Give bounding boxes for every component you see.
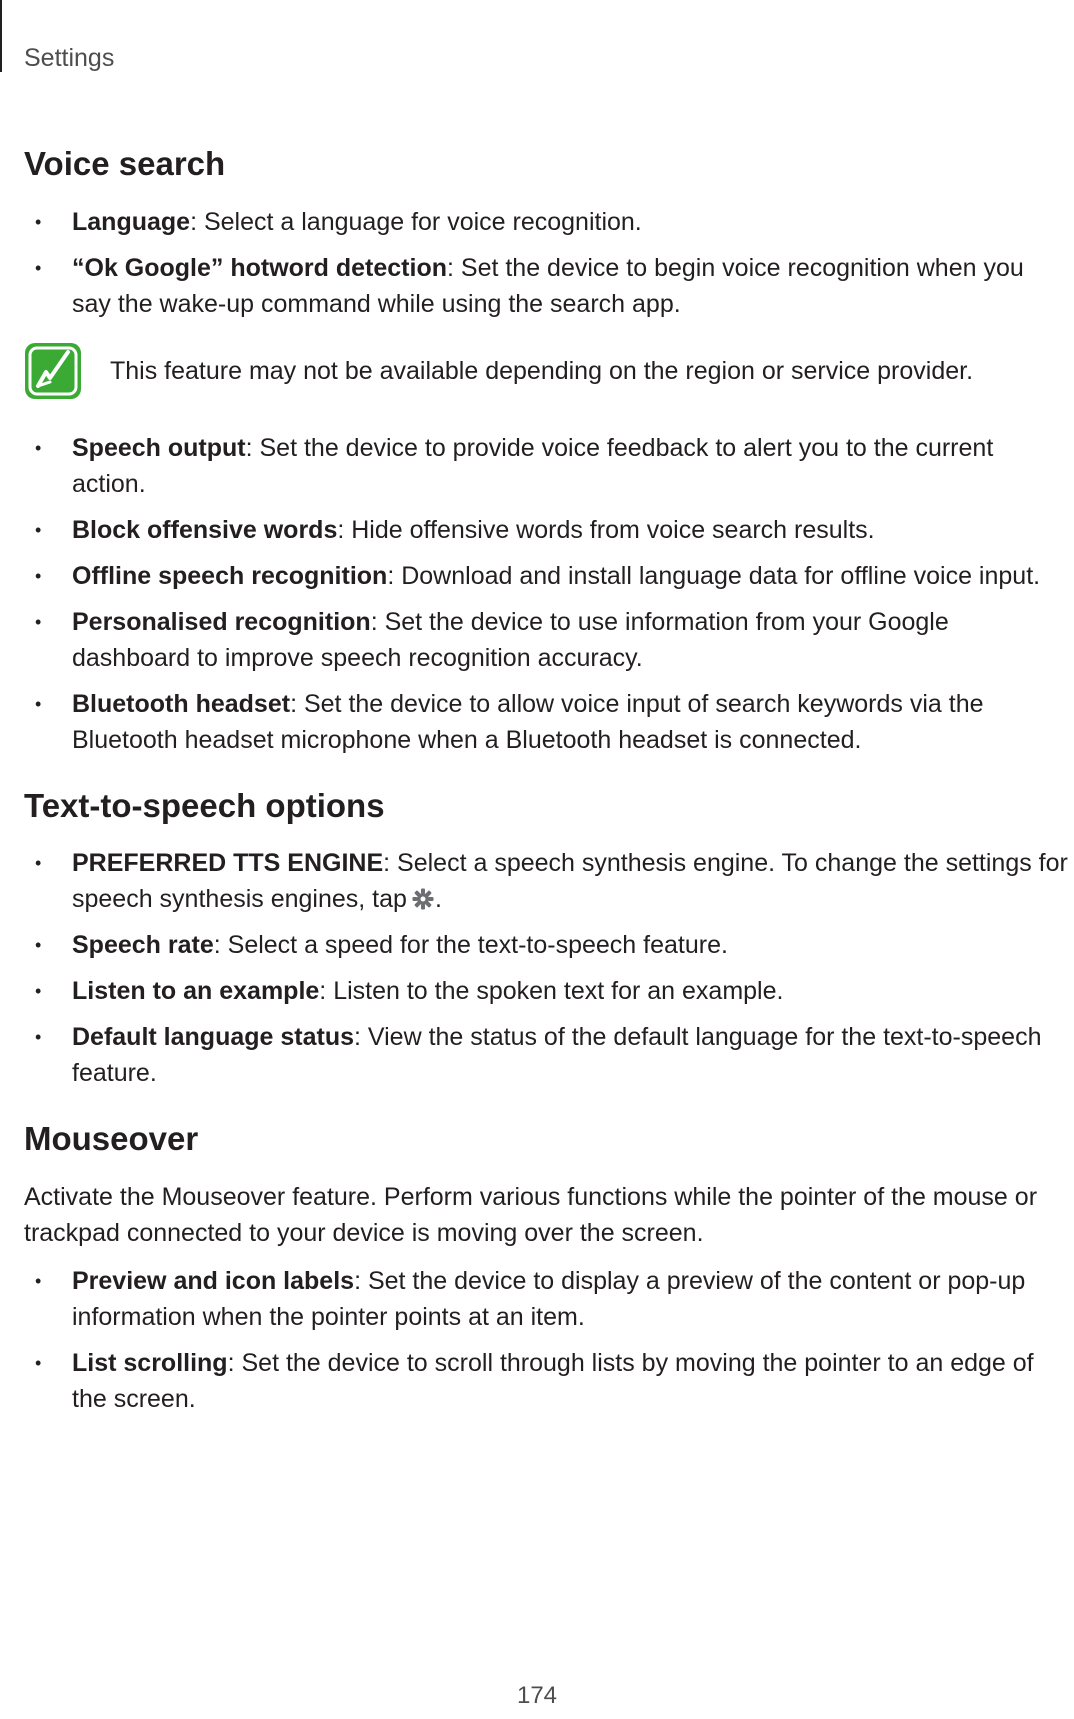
mouseover-intro: Activate the Mouseover feature. Perform various functions while the pointer of the mouse or trackpad connected to your device is moving over the screen. — [24, 1182, 1038, 1247]
tts-list — [24, 845, 1069, 1091]
list-item — [24, 845, 1069, 917]
item-desc: : Select a speech synthesis engine. To change the settings for speech synthesis engines, tap — [72, 849, 1068, 914]
item-term: Language — [72, 207, 191, 236]
item-desc: : Set the device to use information from your Google dashboard to improve speech recognition accuracy. — [72, 607, 949, 672]
mouseover-list — [24, 1263, 1069, 1417]
list-item — [24, 250, 1069, 322]
item-desc: : Set the device to display a preview of the content or pop-up information when the pointer points at an item. — [72, 1266, 1026, 1331]
item-desc: : Set the device to begin voice recognition when you say the wake-up command while using the search app. — [72, 253, 1024, 318]
item-desc: : Listen to the spoken text for an example. — [319, 977, 784, 1006]
voice-search-heading: Voice search — [24, 145, 226, 182]
item-term: Bluetooth headset — [72, 689, 291, 718]
item-desc: : Download and install language data for offline voice input. — [387, 561, 1041, 590]
list-item — [24, 1263, 1069, 1335]
list-item — [24, 204, 1069, 240]
item-term: PREFERRED TTS ENGINE — [72, 849, 384, 878]
header-label: Settings — [24, 44, 115, 72]
item-term: Preview and icon labels — [72, 1266, 355, 1295]
page-number: 174 — [516, 1682, 558, 1709]
list-item — [24, 604, 1069, 676]
item-desc: : View the status of the default language for the text-to-speech feature. — [72, 1023, 1042, 1088]
item-term: Speech rate — [72, 931, 214, 960]
mouseover-heading: Mouseover — [24, 1120, 199, 1158]
item-desc: : Hide offensive words from voice search results. — [337, 515, 875, 544]
item-desc-end: . — [434, 885, 442, 914]
voice-search-list-a — [24, 204, 1069, 322]
list-item — [24, 973, 1069, 1009]
item-desc: : Set the device to scroll through lists by moving the pointer to an edge of the screen. — [72, 1348, 1034, 1413]
item-desc: : Select a language for voice recognition. — [190, 207, 642, 236]
item-desc: : Set the device to provide voice feedback to alert you to the current action. — [72, 433, 994, 498]
item-term: Speech output — [72, 433, 246, 462]
item-term: Listen to an example — [72, 977, 320, 1006]
voice-search-list-b — [24, 430, 1069, 758]
list-item — [24, 927, 1069, 963]
header-rule — [0, 0, 2, 72]
item-term: Offline speech recognition — [72, 561, 388, 590]
note-check-icon — [24, 342, 82, 400]
note-text: This feature may not be available depending on the region or service provider. — [110, 356, 974, 385]
page-content — [24, 144, 1069, 1427]
item-desc: : Select a speed for the text-to-speech feature. — [213, 931, 728, 960]
item-term: “Ok Google” hotword detection — [72, 253, 447, 282]
item-term: Block offensive words — [72, 515, 338, 544]
item-term: Default language status — [72, 1023, 354, 1052]
list-item — [24, 558, 1069, 594]
list-item — [24, 430, 1069, 502]
note-box — [24, 342, 1069, 400]
list-item — [24, 1019, 1069, 1091]
item-term: List scrolling — [72, 1348, 228, 1377]
list-item — [24, 1345, 1069, 1417]
gear-icon — [411, 887, 435, 911]
item-term: Personalised recognition — [72, 607, 371, 636]
item-desc: : Set the device to allow voice input of search keywords via the Bluetooth headset microphone when a Bluetooth headset is connected. — [72, 689, 984, 754]
tts-heading: Text-to-speech options — [24, 786, 385, 824]
list-item — [24, 512, 1069, 548]
list-item — [24, 686, 1069, 758]
